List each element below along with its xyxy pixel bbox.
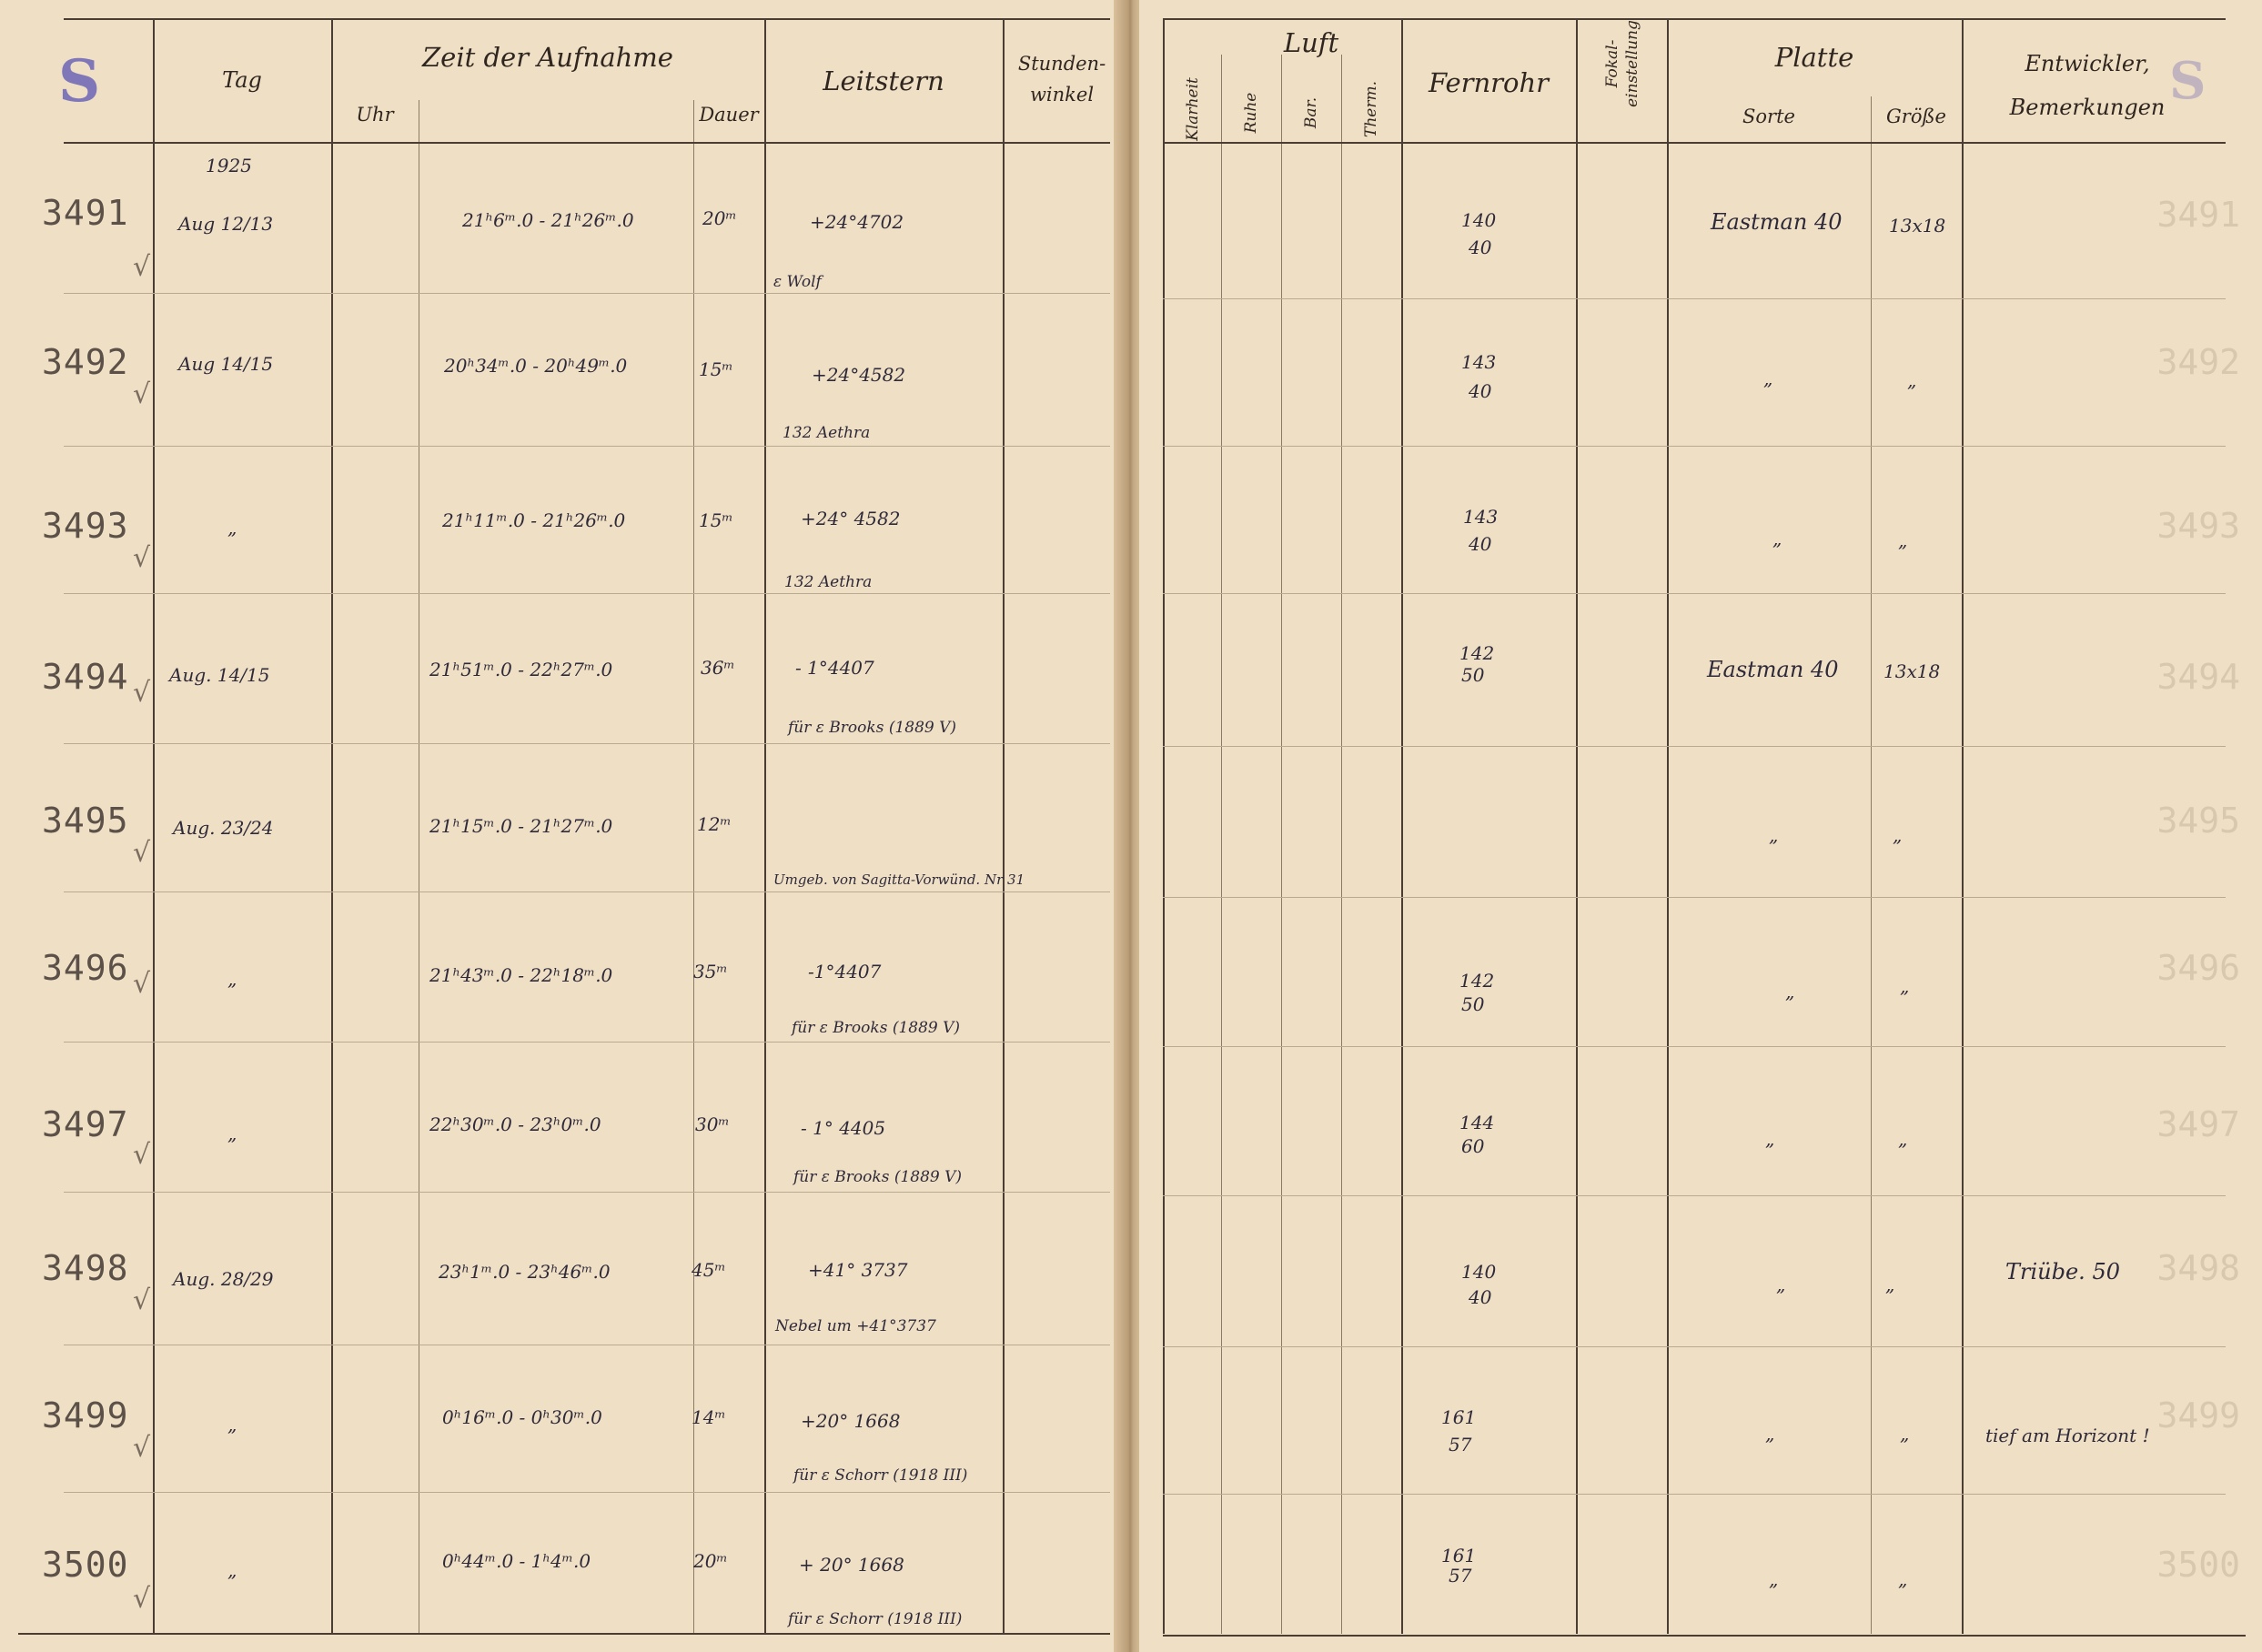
header-bar: Bar. [1302,96,1320,129]
check-mark: √ [133,1284,151,1316]
entry-leitstern-note: für ε Schorr (1918 III) [788,1610,963,1628]
ghost-number: 3491 [2156,195,2240,235]
top-rule [64,18,1110,20]
header-platte: Platte [1774,42,1854,73]
entry-sorte: „ [1765,1423,1775,1445]
entry-dauer: 36ᵐ [701,657,735,679]
entry-fernrohr-1: 143 [1461,351,1497,373]
entry-zeit: 21ʰ43ᵐ.0 - 22ʰ18ᵐ.0 [429,964,613,986]
entry-leitstern: +41° 3737 [808,1259,908,1281]
col-divider-klarheit [1221,55,1222,1634]
entry-zeit: 0ʰ16ᵐ.0 - 0ʰ30ᵐ.0 [442,1406,602,1428]
bottom-rule [1163,1635,2246,1637]
bottom-rule [18,1633,1110,1635]
header-entwickler-1: Entwickler, [2025,51,2150,76]
header-leitstern: Leitstern [823,65,944,96]
right-page [1139,0,2262,1652]
entry-fernrohr-2: 60 [1461,1135,1485,1157]
entry-dauer: 45ᵐ [692,1259,726,1281]
col-divider-leitstern [764,20,766,1634]
entry-fernrohr-2: 40 [1469,237,1492,258]
entry-groesse: „ [1900,975,1910,997]
entry-leitstern-note: für ε Brooks (1889 V) [792,1019,961,1037]
entry-groesse: „ [1907,369,1917,391]
entry-tag: Aug. 23/24 [173,817,274,839]
check-mark: √ [133,1432,151,1464]
row-separator [1163,593,2226,594]
entry-fernrohr-2: 57 [1449,1565,1472,1587]
entry-tag: „ [227,1559,237,1581]
year-label: 1925 [206,155,252,176]
entry-number: 3491 [42,193,129,233]
entry-zeit: 0ʰ44ᵐ.0 - 1ʰ4ᵐ.0 [442,1550,591,1572]
check-mark: √ [133,837,151,869]
col-divider-tag-zeit [331,20,333,1634]
entry-leitstern-note: für ε Schorr (1918 III) [793,1466,968,1485]
left-page [0,0,1123,1652]
entry-fernrohr-1: 161 [1441,1545,1477,1566]
ghost-number: 3493 [2156,506,2240,546]
entry-dauer: 35ᵐ [693,961,728,982]
entry-number: 3500 [42,1545,129,1585]
entry-leitstern: - 1° 4405 [801,1117,886,1139]
entry-zeit: 23ʰ1ᵐ.0 - 23ʰ46ᵐ.0 [439,1261,611,1283]
entry-fernrohr-2: 57 [1449,1434,1472,1456]
header-dauer: Dauer [699,104,759,126]
ghost-number: 3496 [2156,948,2240,988]
ghost-number: 3494 [2156,657,2240,697]
entry-groesse: „ [1885,1274,1895,1295]
row-separator [1163,298,2226,299]
entry-leitstern-note: 132 Aethra [784,573,873,591]
header-zeit: Zeit der Aufnahme [422,42,673,73]
col-divider-fokal [1576,20,1578,1634]
check-mark: √ [133,1139,151,1171]
entry-dauer: 20ᵐ [702,207,737,229]
entry-tag: „ [227,968,237,990]
entry-leitstern-note: 132 Aethra [783,424,871,442]
entry-leitstern: +20° 1668 [801,1410,901,1432]
row-separator [64,293,1110,294]
entry-sorte: „ [1765,1128,1775,1150]
check-mark: √ [133,1583,151,1615]
entry-sorte: „ [1769,1568,1779,1590]
entry-number: 3495 [42,801,129,841]
entry-fernrohr-1: 140 [1461,1261,1497,1283]
row-separator [64,1492,1110,1493]
entry-zeit: 22ʰ30ᵐ.0 - 23ʰ0ᵐ.0 [429,1113,601,1135]
ghost-number: 3497 [2156,1104,2240,1144]
row-separator [1163,1195,2226,1196]
row-separator [64,743,1110,744]
header-groesse: Größe [1886,106,1946,127]
entry-tag: „ [227,517,237,539]
row-separator [1163,1046,2226,1047]
entry-fernrohr-2: 50 [1461,664,1485,686]
entry-leitstern-note: Umgeb. von Sagitta-Vorwünd. Nr 31 [773,871,1025,888]
header-sorte: Sorte [1742,106,1795,127]
entry-fernrohr-2: 40 [1469,380,1492,402]
entry-groesse: 13x18 [1889,215,1946,237]
col-divider-platte [1667,20,1669,1634]
entry-tag: „ [227,1123,237,1144]
ghost-number: 3500 [2156,1545,2240,1585]
entry-tag: Aug. 28/29 [173,1268,274,1290]
col-divider-num-tag [153,20,155,1634]
row-separator [64,1042,1110,1043]
entry-fernrohr-1: 142 [1459,642,1495,664]
entry-number: 3494 [42,657,129,697]
row-separator [1163,446,2226,447]
entry-groesse: 13x18 [1883,660,1941,682]
entry-tag: Aug 14/15 [178,353,274,375]
entry-number: 3493 [42,506,129,546]
entry-fernrohr-1: 144 [1459,1112,1495,1133]
entry-leitstern-note: für ε Brooks (1889 V) [793,1168,963,1186]
check-mark: √ [133,378,151,410]
header-tag: Tag [222,67,262,93]
entry-groesse: „ [1898,529,1908,551]
entry-leitstern: +24°4582 [812,364,906,386]
entry-zeit: 20ʰ34ᵐ.0 - 20ʰ49ᵐ.0 [444,355,628,377]
col-divider-stundenwinkel [1003,20,1005,1634]
entry-fernrohr-1: 140 [1461,209,1497,231]
ghost-number: 3492 [2156,342,2240,382]
entry-tag: Aug 12/13 [178,213,274,235]
row-separator [1163,1494,2226,1495]
row-separator [64,891,1110,892]
header-stundenwinkel-2: winkel [1029,84,1095,106]
header-fokal-2: einstellung [1623,20,1641,107]
row-separator [1163,897,2226,898]
entry-tag: „ [227,1414,237,1435]
stamp-mark: S [58,47,101,116]
col-divider-bar [1341,55,1342,1634]
entry-sorte: Eastman 40 [1707,657,1839,682]
entry-leitstern-note: ε Wolf [773,273,822,291]
entry-dauer: 30ᵐ [695,1113,730,1135]
entry-dauer: 15ᵐ [699,509,733,531]
entry-leitstern: +24°4702 [810,211,904,233]
entry-fernrohr-2: 50 [1461,993,1485,1015]
header-entwickler-2: Bemerkungen [2009,95,2166,120]
top-rule [1163,18,2226,20]
entry-bemerkung: Triübe. 50 [2005,1259,2120,1284]
entry-dauer: 14ᵐ [692,1406,726,1428]
entry-sorte: „ [1769,824,1779,846]
entry-groesse: „ [1898,1128,1908,1150]
entry-dauer: 15ᵐ [699,358,733,380]
entry-sorte: „ [1785,981,1795,1002]
header-therm: Therm. [1362,81,1380,137]
header-klarheit: Klarheit [1184,77,1202,141]
header-ruhe: Ruhe [1242,92,1260,134]
check-mark: √ [133,251,151,283]
col-divider-groesse [1871,96,1872,1634]
entry-fernrohr-2: 40 [1469,1286,1492,1308]
entry-number: 3498 [42,1248,129,1288]
header-uhr: Uhr [356,104,394,126]
col-divider-ruhe [1281,55,1282,1634]
header-rule [64,142,1110,144]
col-divider-fernrohr [1401,20,1403,1634]
header-rule [1163,142,2226,144]
entry-sorte: Eastman 40 [1711,209,1843,235]
header-fokal-1: Fokal- [1603,39,1621,88]
entry-leitstern: - 1°4407 [795,657,874,679]
entry-groesse: „ [1898,1568,1908,1590]
stamp-mark: S [2169,51,2206,111]
entry-number: 3499 [42,1395,129,1435]
entry-zeit: 21ʰ15ᵐ.0 - 21ʰ27ᵐ.0 [429,815,613,837]
check-mark: √ [133,677,151,709]
ghost-number: 3499 [2156,1395,2240,1435]
entry-leitstern: + 20° 1668 [799,1554,904,1576]
entry-sorte: „ [1763,368,1773,389]
entry-number: 3492 [42,342,129,382]
entry-leitstern: +24° 4582 [801,508,901,529]
row-separator [64,1192,1110,1193]
entry-zeit: 21ʰ51ᵐ.0 - 22ʰ27ᵐ.0 [429,659,613,680]
entry-sorte: „ [1776,1274,1786,1295]
row-separator [64,446,1110,447]
entry-leitstern-note: Nebel um +41°3737 [775,1317,936,1335]
header-luft: Luft [1283,27,1339,58]
entry-leitstern: -1°4407 [808,961,882,982]
entry-bemerkung: tief am Horizont ! [1985,1425,2150,1446]
header-fernrohr: Fernrohr [1428,67,1550,98]
entry-dauer: 12ᵐ [697,813,732,835]
entry-zeit: 21ʰ11ᵐ.0 - 21ʰ26ᵐ.0 [442,509,626,531]
entry-number: 3497 [42,1104,129,1144]
entry-zeit: 21ʰ6ᵐ.0 - 21ʰ26ᵐ.0 [462,209,634,231]
entry-dauer: 20ᵐ [693,1550,728,1572]
col-divider-entwickler [1962,20,1964,1634]
entry-leitstern-note: für ε Brooks (1889 V) [788,719,957,737]
entry-fernrohr-1: 161 [1441,1406,1477,1428]
entry-fernrohr-1: 143 [1463,506,1499,528]
ghost-number: 3495 [2156,801,2240,841]
entry-number: 3496 [42,948,129,988]
entry-fernrohr-2: 40 [1469,533,1492,555]
ghost-number: 3498 [2156,1248,2240,1288]
entry-fernrohr-1: 142 [1459,970,1495,992]
header-stundenwinkel-1: Stunden- [1017,53,1106,75]
col-divider-dauer [693,100,694,1634]
col-divider-luft-left [1163,20,1165,1634]
row-separator [64,593,1110,594]
row-separator [1163,1346,2226,1347]
check-mark: √ [133,968,151,1000]
row-separator [1163,746,2226,747]
entry-groesse: „ [1900,1423,1910,1445]
entry-tag: Aug. 14/15 [169,664,270,686]
entry-sorte: „ [1772,528,1782,549]
entry-groesse: „ [1893,824,1903,846]
check-mark: √ [133,542,151,574]
